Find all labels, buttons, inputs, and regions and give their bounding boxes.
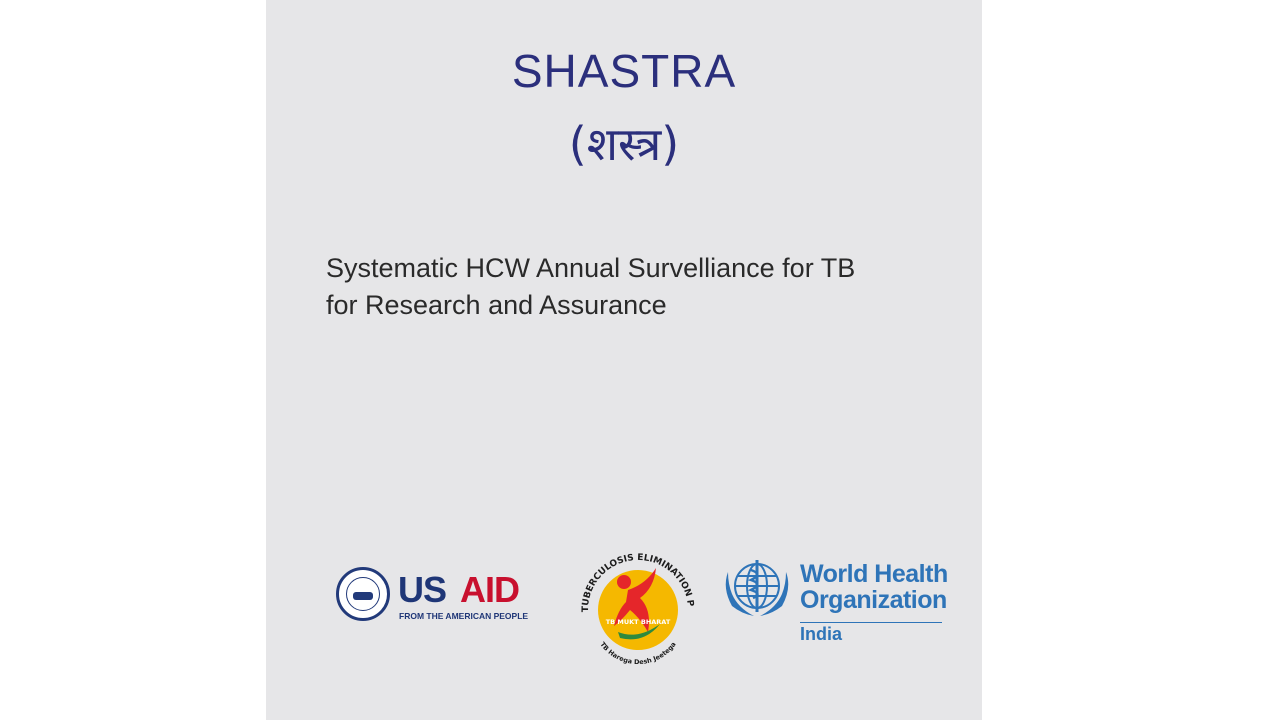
usaid-seal-icon bbox=[336, 567, 390, 621]
usaid-tagline: FROM THE AMERICAN PEOPLE bbox=[399, 611, 529, 621]
description-line-1: Systematic HCW Annual Survelliance for TB bbox=[326, 253, 856, 283]
ntep-logo bbox=[574, 540, 702, 668]
ntep-center-text: TB MUKT BHARAT bbox=[605, 618, 671, 626]
usaid-logo bbox=[336, 565, 536, 629]
ntep-ring-text: TUBERCULOSIS ELIMINATION P bbox=[580, 552, 695, 613]
description bbox=[326, 250, 966, 324]
page-title: SHASTRA bbox=[511, 45, 737, 97]
who-divider bbox=[800, 622, 942, 623]
who-name-line-2: Organization bbox=[800, 586, 947, 614]
ntep-emblem-icon bbox=[574, 540, 702, 668]
who-country: India bbox=[800, 624, 843, 644]
who-logo bbox=[718, 550, 950, 650]
ntep-bottom-text: TB Harega Desh Jeetega bbox=[598, 640, 678, 667]
who-name-line-1: World Health bbox=[800, 560, 948, 588]
usaid-wordmark-aid: AID bbox=[460, 569, 519, 610]
description-line-2: for Research and Assurance bbox=[326, 290, 667, 320]
content-card bbox=[266, 0, 982, 720]
page-subtitle-hindi: (शस्त्र) bbox=[568, 117, 680, 171]
usaid-wordmark-us: US bbox=[398, 569, 447, 610]
who-emblem-icon bbox=[718, 554, 796, 622]
